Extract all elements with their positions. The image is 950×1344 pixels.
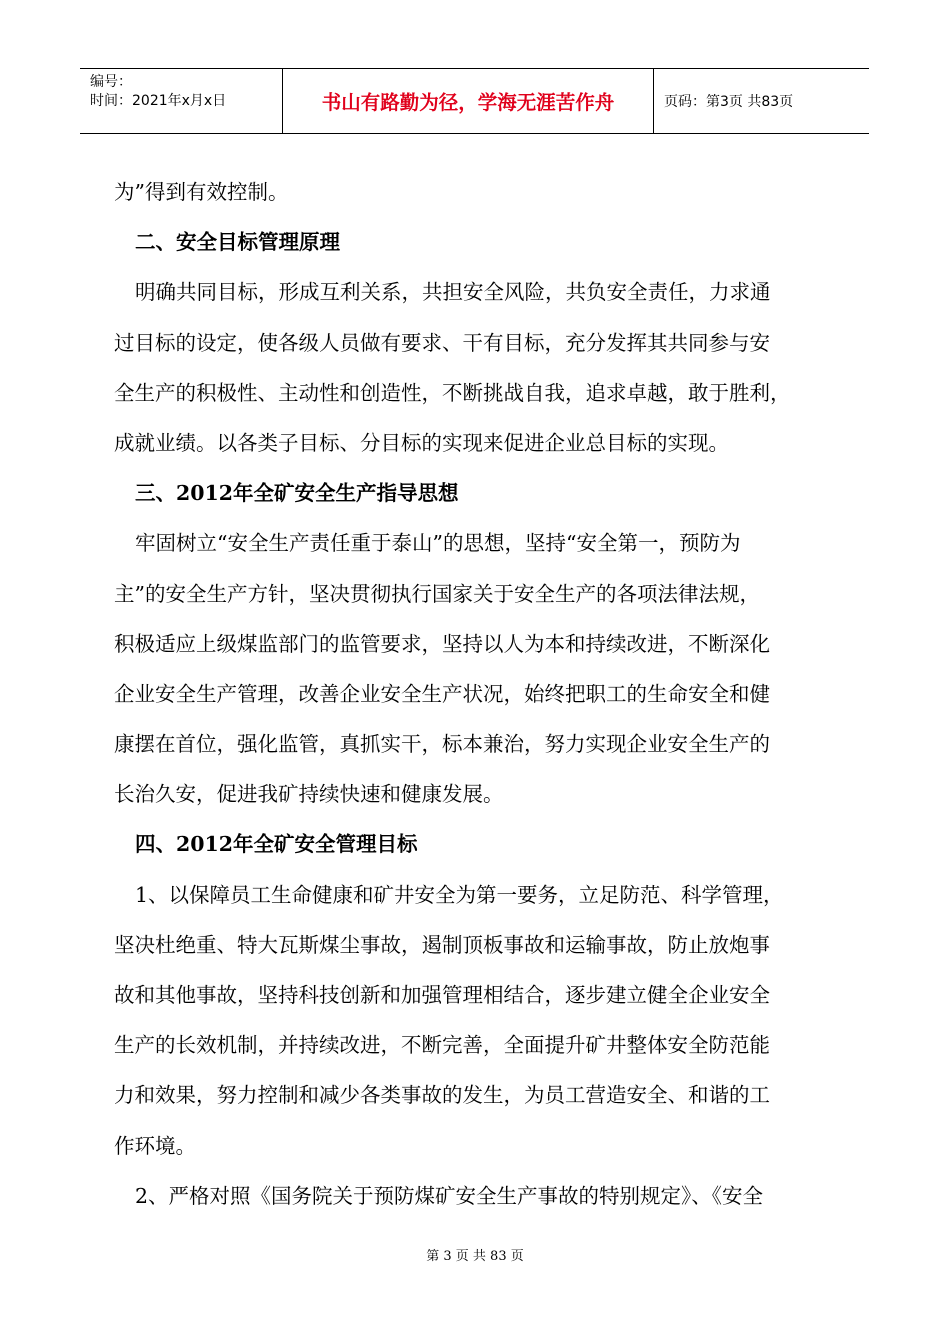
body-line: 积极适应上级煤监部门的监管要求，坚持以人为本和持续改进，不断深化 [114, 631, 770, 656]
body-line: 1、以保障员工生命健康和矿井安全为第一要务，立足防范、科学管理， [135, 882, 784, 907]
body-line: 坚决杜绝重、特大瓦斯煤尘事故，遏制顶板事故和运输事故，防止放炮事 [114, 932, 770, 957]
section-heading: 四、2012年全矿安全管理目标 [135, 832, 418, 857]
page-header [80, 68, 869, 134]
body-line: 生产的长效机制，并持续改进，不断完善，全面提升矿井整体安全防范能 [114, 1033, 770, 1058]
body-line: 牢固树立“安全生产责任重于泰山”的思想，坚持“安全第一，预防为 [135, 531, 741, 556]
body-line: 成就业绩。以各类子目标、分目标的实现来促进企业总目标的实现。 [114, 430, 729, 455]
page-footer: 第 3 页 共 83 页 [426, 1249, 524, 1264]
body-line: 长治久安，促进我矿持续快速和健康发展。 [114, 782, 504, 807]
body-line: 2、严格对照《国务院关于预防煤矿安全生产事故的特别规定》、《安全 [135, 1183, 764, 1208]
body-line: 企业安全生产管理，改善企业安全生产状况，始终把职工的生命安全和健 [114, 681, 770, 706]
body-line: 故和其他事故，坚持科技创新和加强管理相结合，逐步建立健全企业安全 [114, 983, 770, 1007]
body-line: 明确共同目标，形成互利关系，共担安全风险，共负安全责任，力求通 [135, 280, 771, 305]
body-line: 全生产的积极性、主动性和创造性，不断挑战自我，追求卓越，敢于胜利， [114, 380, 791, 405]
body-line: 力和效果，努力控制和减少各类事故的发生，为员工营造安全、和谐的工 [114, 1083, 770, 1108]
section-heading: 二、安全目标管理原理 [135, 230, 340, 255]
body-line: 过目标的设定，使各级人员做有要求、干有目标，充分发挥其共同参与安 [114, 330, 770, 355]
header-meta [80, 69, 283, 133]
body-line: 作环境。 [114, 1133, 196, 1158]
document-body [114, 167, 854, 1221]
document-number: 编号： [90, 74, 132, 90]
header-page-info: 页码：第3页 共83页 [664, 94, 794, 110]
body-line: 康摆在首位，强化监管，真抓实干，标本兼治，努力实现企业安全生产的 [114, 732, 770, 757]
body-line: 主”的安全生产方针，坚决贯彻执行国家关于安全生产的各项法律法规， [114, 581, 760, 606]
document-time: 时间：2021年x月x日 [90, 93, 227, 109]
section-heading: 三、2012年全矿安全生产指导思想 [135, 481, 459, 506]
header-motto: 书山有路勤为径，学海无涯苦作舟 [283, 69, 654, 133]
body-line: 为”得到有效控制。 [114, 180, 289, 204]
